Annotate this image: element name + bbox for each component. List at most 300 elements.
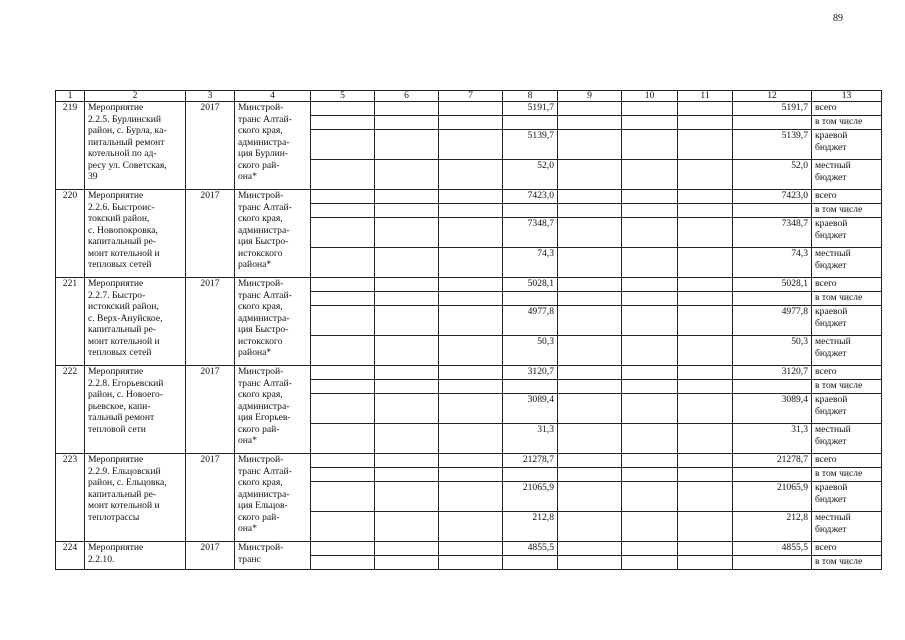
- cell-line: всего: [815, 454, 837, 465]
- cell-line: всего: [815, 102, 837, 113]
- empty-cell-col11: [678, 278, 733, 292]
- empty-cell-col10: [622, 424, 678, 454]
- column-number-header: 7: [439, 91, 503, 102]
- empty-cell-col5: [311, 556, 375, 570]
- amount-col12-cell: [733, 380, 812, 394]
- cell-line: Минстрой-: [238, 190, 284, 201]
- empty-cell-col7: [439, 336, 503, 366]
- funding-source-cell: [812, 512, 882, 542]
- cell-line: 2.2.9. Ельцовский: [88, 465, 161, 477]
- row-number-cell: 223: [56, 454, 85, 542]
- row-number-cell: 221: [56, 278, 85, 366]
- empty-cell-col9: [558, 366, 622, 380]
- table-row: [56, 190, 882, 204]
- column-number-header: 13: [812, 91, 882, 102]
- amount-col12-cell: 4977,8: [733, 306, 812, 336]
- empty-cell-col9: [558, 336, 622, 366]
- cell-line: ского рай-: [238, 159, 280, 171]
- funding-source-cell: [812, 204, 882, 218]
- empty-cell-col10: [622, 160, 678, 190]
- cell-line: Мероприятие: [88, 190, 144, 201]
- cell-line: Мероприятие: [88, 366, 144, 377]
- amount-col8-cell: 5191,7: [503, 102, 558, 116]
- cell-line: она*: [238, 171, 257, 182]
- empty-cell-col6: [375, 306, 439, 336]
- empty-cell-col7: [439, 278, 503, 292]
- cell-line: Минстрой-: [238, 102, 284, 113]
- cell-line: ского края,: [238, 301, 283, 312]
- cell-line: бюджет: [815, 141, 847, 153]
- empty-cell-col5: [311, 512, 375, 542]
- empty-cell-col5: [311, 190, 375, 204]
- year-cell: 2017: [186, 102, 235, 190]
- amount-col8-cell: 5139,7: [503, 130, 558, 160]
- amount-col12-cell: [733, 468, 812, 482]
- cell-line: всего: [815, 542, 837, 553]
- empty-cell-col10: [622, 512, 678, 542]
- cell-line: транс: [238, 553, 261, 565]
- measure-name-cell: [85, 454, 186, 542]
- table-row: [56, 278, 882, 292]
- empty-cell-col11: [678, 218, 733, 248]
- empty-cell-col9: [558, 130, 622, 160]
- amount-col12-cell: 50,3: [733, 336, 812, 366]
- empty-cell-col10: [622, 380, 678, 394]
- amount-col12-cell: [733, 292, 812, 306]
- empty-cell-col6: [375, 116, 439, 130]
- empty-cell-col7: [439, 556, 503, 570]
- cell-line: монт котельной и: [88, 500, 160, 511]
- amount-col8-cell: 3120,7: [503, 366, 558, 380]
- column-number-header: 11: [678, 91, 733, 102]
- empty-cell-col9: [558, 218, 622, 248]
- cell-line: транс Алтай-: [238, 201, 292, 213]
- cell-line: ция Быстро-: [238, 324, 289, 335]
- empty-cell-col7: [439, 424, 503, 454]
- column-number-header: 2: [85, 91, 186, 102]
- cell-line: ского края,: [238, 477, 283, 488]
- empty-cell-col10: [622, 336, 678, 366]
- cell-line: в том числе: [815, 116, 863, 127]
- funding-source-cell: [812, 130, 882, 160]
- year-cell: 2017: [186, 190, 235, 278]
- amount-col12-cell: 7348,7: [733, 218, 812, 248]
- empty-cell-col6: [375, 482, 439, 512]
- empty-cell-col11: [678, 512, 733, 542]
- measure-name-cell: [85, 366, 186, 454]
- empty-cell-col10: [622, 306, 678, 336]
- empty-cell-col10: [622, 366, 678, 380]
- cell-line: она*: [238, 435, 257, 446]
- cell-line: администра-: [238, 136, 290, 148]
- cell-line: всего: [815, 366, 837, 377]
- funding-source-cell: [812, 468, 882, 482]
- empty-cell-col5: [311, 394, 375, 424]
- empty-cell-col5: [311, 278, 375, 292]
- empty-cell-col6: [375, 160, 439, 190]
- cell-line: транс Алтай-: [238, 377, 292, 389]
- amount-col8-cell: 4977,8: [503, 306, 558, 336]
- cell-line: Минстрой-: [238, 278, 284, 289]
- cell-line: района*: [238, 347, 272, 358]
- empty-cell-col11: [678, 292, 733, 306]
- amount-col12-cell: [733, 204, 812, 218]
- column-number-header: 4: [235, 91, 311, 102]
- table-row: [56, 454, 882, 468]
- cell-line: бюджет: [815, 493, 847, 505]
- amount-col12-cell: 4855,5: [733, 542, 812, 556]
- empty-cell-col5: [311, 306, 375, 336]
- cell-line: истокский район,: [88, 301, 159, 312]
- column-number-header: 1: [56, 91, 85, 102]
- empty-cell-col9: [558, 116, 622, 130]
- column-number-header: 6: [375, 91, 439, 102]
- empty-cell-col7: [439, 190, 503, 204]
- cell-line: Мероприятие: [88, 278, 144, 289]
- empty-cell-col11: [678, 102, 733, 116]
- year-cell: 2017: [186, 278, 235, 366]
- cell-line: краевой: [815, 130, 848, 141]
- amount-col12-cell: 7423,0: [733, 190, 812, 204]
- empty-cell-col9: [558, 306, 622, 336]
- program-measures-table: [55, 90, 882, 570]
- cell-line: теплотрассы: [88, 511, 140, 523]
- cell-line: 2.2.8. Егорьевский: [88, 377, 164, 389]
- funding-source-cell: [812, 556, 882, 570]
- cell-line: администра-: [238, 488, 290, 500]
- cell-line: Мероприятие: [88, 542, 144, 553]
- empty-cell-col9: [558, 278, 622, 292]
- amount-col8-cell: 7423,0: [503, 190, 558, 204]
- empty-cell-col11: [678, 482, 733, 512]
- amount-col8-cell: [503, 468, 558, 482]
- empty-cell-col10: [622, 248, 678, 278]
- amount-col8-cell: 52,0: [503, 160, 558, 190]
- empty-cell-col10: [622, 204, 678, 218]
- amount-col8-cell: [503, 204, 558, 218]
- executor-cell: [235, 102, 311, 190]
- empty-cell-col11: [678, 366, 733, 380]
- empty-cell-col6: [375, 130, 439, 160]
- cell-line: бюджет: [815, 523, 847, 535]
- empty-cell-col11: [678, 248, 733, 278]
- empty-cell-col11: [678, 556, 733, 570]
- empty-cell-col5: [311, 204, 375, 218]
- cell-line: в том числе: [815, 204, 863, 215]
- cell-line: Минстрой-: [238, 454, 284, 465]
- empty-cell-col5: [311, 160, 375, 190]
- empty-cell-col7: [439, 218, 503, 248]
- amount-col12-cell: 74,3: [733, 248, 812, 278]
- empty-cell-col6: [375, 190, 439, 204]
- cell-line: ского края,: [238, 125, 283, 136]
- cell-line: бюджет: [815, 229, 847, 241]
- cell-line: монт котельной и: [88, 247, 160, 259]
- funding-source-cell: [812, 160, 882, 190]
- empty-cell-col11: [678, 424, 733, 454]
- amount-col8-cell: 5028,1: [503, 278, 558, 292]
- cell-line: местный: [815, 424, 851, 435]
- executor-cell: [235, 454, 311, 542]
- empty-cell-col10: [622, 454, 678, 468]
- empty-cell-col7: [439, 102, 503, 116]
- empty-cell-col5: [311, 424, 375, 454]
- cell-line: ция Бурлин-: [238, 148, 289, 159]
- empty-cell-col10: [622, 482, 678, 512]
- empty-cell-col5: [311, 248, 375, 278]
- cell-line: с. Верх-Ануйское,: [88, 312, 163, 324]
- cell-line: ция Быстро-: [238, 236, 289, 247]
- cell-line: район, с. Ельцовка,: [88, 477, 167, 488]
- page-number: 89: [833, 13, 843, 24]
- empty-cell-col6: [375, 380, 439, 394]
- empty-cell-col5: [311, 102, 375, 116]
- cell-line: района*: [238, 259, 272, 270]
- empty-cell-col5: [311, 336, 375, 366]
- empty-cell-col7: [439, 116, 503, 130]
- funding-source-cell: [812, 394, 882, 424]
- empty-cell-col7: [439, 454, 503, 468]
- empty-cell-col5: [311, 130, 375, 160]
- funding-source-cell: [812, 424, 882, 454]
- empty-cell-col11: [678, 468, 733, 482]
- empty-cell-col9: [558, 424, 622, 454]
- cell-line: капитальный ре-: [88, 324, 157, 335]
- empty-cell-col11: [678, 336, 733, 366]
- empty-cell-col7: [439, 366, 503, 380]
- cell-line: район, с. Новоего-: [88, 389, 164, 400]
- funding-source-cell: [812, 292, 882, 306]
- year-cell: 2017: [186, 454, 235, 542]
- column-number-header: 8: [503, 91, 558, 102]
- cell-line: Минстрой-: [238, 542, 284, 553]
- amount-col8-cell: 50,3: [503, 336, 558, 366]
- amount-col8-cell: [503, 292, 558, 306]
- empty-cell-col5: [311, 454, 375, 468]
- cell-line: капитальный ре-: [88, 488, 157, 500]
- cell-line: истокского: [238, 247, 283, 259]
- empty-cell-col9: [558, 454, 622, 468]
- cell-line: бюджет: [815, 171, 847, 183]
- cell-line: 2.2.10.: [88, 553, 115, 565]
- cell-line: тепловых сетей: [88, 347, 152, 358]
- cell-line: тепловых сетей: [88, 259, 152, 270]
- executor-cell: [235, 278, 311, 366]
- empty-cell-col5: [311, 542, 375, 556]
- cell-line: она*: [238, 523, 257, 534]
- empty-cell-col9: [558, 292, 622, 306]
- amount-col12-cell: 21065,9: [733, 482, 812, 512]
- amount-col8-cell: [503, 116, 558, 130]
- cell-line: бюджет: [815, 259, 847, 271]
- empty-cell-col5: [311, 218, 375, 248]
- column-number-header: 5: [311, 91, 375, 102]
- cell-line: рьевское, капи-: [88, 400, 151, 412]
- measure-name-cell: [85, 102, 186, 190]
- year-cell: 2017: [186, 542, 235, 570]
- empty-cell-col6: [375, 394, 439, 424]
- empty-cell-col10: [622, 468, 678, 482]
- cell-line: всего: [815, 190, 837, 201]
- empty-cell-col7: [439, 160, 503, 190]
- cell-line: бюджет: [815, 347, 847, 359]
- empty-cell-col11: [678, 130, 733, 160]
- empty-cell-col6: [375, 512, 439, 542]
- empty-cell-col9: [558, 380, 622, 394]
- amount-col8-cell: 21065,9: [503, 482, 558, 512]
- amount-col8-cell: [503, 380, 558, 394]
- cell-line: краевой: [815, 306, 848, 317]
- empty-cell-col7: [439, 204, 503, 218]
- funding-source-cell: [812, 248, 882, 278]
- cell-line: транс Алтай-: [238, 113, 292, 125]
- funding-source-cell: [812, 278, 882, 292]
- amount-col12-cell: 212,8: [733, 512, 812, 542]
- funding-source-cell: [812, 454, 882, 468]
- empty-cell-col9: [558, 160, 622, 190]
- empty-cell-col7: [439, 542, 503, 556]
- empty-cell-col11: [678, 454, 733, 468]
- cell-line: монт котельной и: [88, 335, 160, 347]
- amount-col12-cell: [733, 116, 812, 130]
- empty-cell-col6: [375, 102, 439, 116]
- cell-line: 2.2.5. Бурлинский: [88, 113, 161, 125]
- funding-source-cell: [812, 306, 882, 336]
- amount-col12-cell: 21278,7: [733, 454, 812, 468]
- cell-line: капитальный ре-: [88, 236, 157, 247]
- empty-cell-col7: [439, 380, 503, 394]
- cell-line: администра-: [238, 400, 290, 412]
- empty-cell-col10: [622, 556, 678, 570]
- cell-line: в том числе: [815, 380, 863, 391]
- empty-cell-col6: [375, 218, 439, 248]
- amount-col8-cell: [503, 556, 558, 570]
- empty-cell-col7: [439, 468, 503, 482]
- empty-cell-col11: [678, 542, 733, 556]
- cell-line: местный: [815, 512, 851, 523]
- cell-line: транс Алтай-: [238, 465, 292, 477]
- cell-line: Мероприятие: [88, 102, 144, 113]
- empty-cell-col11: [678, 306, 733, 336]
- empty-cell-col9: [558, 556, 622, 570]
- empty-cell-col7: [439, 130, 503, 160]
- cell-line: Минстрой-: [238, 366, 284, 377]
- cell-line: с. Новопокровка,: [88, 224, 158, 236]
- empty-cell-col5: [311, 292, 375, 306]
- empty-cell-col7: [439, 292, 503, 306]
- amount-col12-cell: 5139,7: [733, 130, 812, 160]
- empty-cell-col5: [311, 116, 375, 130]
- empty-cell-col6: [375, 366, 439, 380]
- empty-cell-col6: [375, 424, 439, 454]
- cell-line: 39: [88, 171, 98, 182]
- amount-col12-cell: 3120,7: [733, 366, 812, 380]
- funding-source-cell: [812, 482, 882, 512]
- empty-cell-col10: [622, 292, 678, 306]
- empty-cell-col10: [622, 102, 678, 116]
- funding-source-cell: [812, 218, 882, 248]
- cell-line: Мероприятие: [88, 454, 144, 465]
- empty-cell-col7: [439, 394, 503, 424]
- cell-line: всего: [815, 278, 837, 289]
- empty-cell-col9: [558, 204, 622, 218]
- empty-cell-col11: [678, 190, 733, 204]
- amount-col8-cell: 21278,7: [503, 454, 558, 468]
- column-number-header: 3: [186, 91, 235, 102]
- cell-line: тепловой сети: [88, 423, 146, 435]
- amount-col12-cell: 5191,7: [733, 102, 812, 116]
- empty-cell-col6: [375, 468, 439, 482]
- funding-source-cell: [812, 542, 882, 556]
- funding-source-cell: [812, 102, 882, 116]
- empty-cell-col11: [678, 394, 733, 424]
- empty-cell-col11: [678, 160, 733, 190]
- executor-cell: [235, 190, 311, 278]
- amount-col8-cell: 31,3: [503, 424, 558, 454]
- cell-line: краевой: [815, 394, 848, 405]
- empty-cell-col10: [622, 190, 678, 204]
- empty-cell-col5: [311, 468, 375, 482]
- empty-cell-col10: [622, 394, 678, 424]
- cell-line: транс Алтай-: [238, 289, 292, 301]
- cell-line: в том числе: [815, 292, 863, 303]
- empty-cell-col11: [678, 380, 733, 394]
- header-row: [56, 91, 882, 102]
- measure-name-cell: [85, 542, 186, 570]
- cell-line: ского рай-: [238, 423, 280, 435]
- cell-line: местный: [815, 160, 851, 171]
- empty-cell-col9: [558, 394, 622, 424]
- cell-line: администра-: [238, 312, 290, 324]
- empty-cell-col9: [558, 468, 622, 482]
- cell-line: краевой: [815, 218, 848, 229]
- measure-name-cell: [85, 190, 186, 278]
- measure-name-cell: [85, 278, 186, 366]
- cell-line: истокского: [238, 335, 283, 347]
- amount-col12-cell: 31,3: [733, 424, 812, 454]
- empty-cell-col9: [558, 102, 622, 116]
- cell-line: 2.2.7. Быстро-: [88, 289, 146, 301]
- empty-cell-col9: [558, 512, 622, 542]
- amount-col8-cell: 4855,5: [503, 542, 558, 556]
- cell-line: котельной по ад-: [88, 148, 157, 159]
- cell-line: в том числе: [815, 556, 863, 567]
- table-row: [56, 542, 882, 556]
- cell-line: местный: [815, 336, 851, 347]
- funding-source-cell: [812, 190, 882, 204]
- year-cell: 2017: [186, 366, 235, 454]
- funding-source-cell: [812, 380, 882, 394]
- funding-source-cell: [812, 116, 882, 130]
- cell-line: бюджет: [815, 317, 847, 329]
- empty-cell-col5: [311, 482, 375, 512]
- row-number-cell: 224: [56, 542, 85, 570]
- empty-cell-col10: [622, 218, 678, 248]
- row-number-cell: 220: [56, 190, 85, 278]
- empty-cell-col10: [622, 542, 678, 556]
- empty-cell-col10: [622, 116, 678, 130]
- empty-cell-col5: [311, 380, 375, 394]
- amount-col8-cell: 3089,4: [503, 394, 558, 424]
- cell-line: тальный ремонт: [88, 412, 155, 423]
- empty-cell-col7: [439, 248, 503, 278]
- table-row: [56, 366, 882, 380]
- column-number-header: 12: [733, 91, 812, 102]
- row-number-cell: 219: [56, 102, 85, 190]
- cell-line: администра-: [238, 224, 290, 236]
- cell-line: бюджет: [815, 435, 847, 447]
- amount-col8-cell: 212,8: [503, 512, 558, 542]
